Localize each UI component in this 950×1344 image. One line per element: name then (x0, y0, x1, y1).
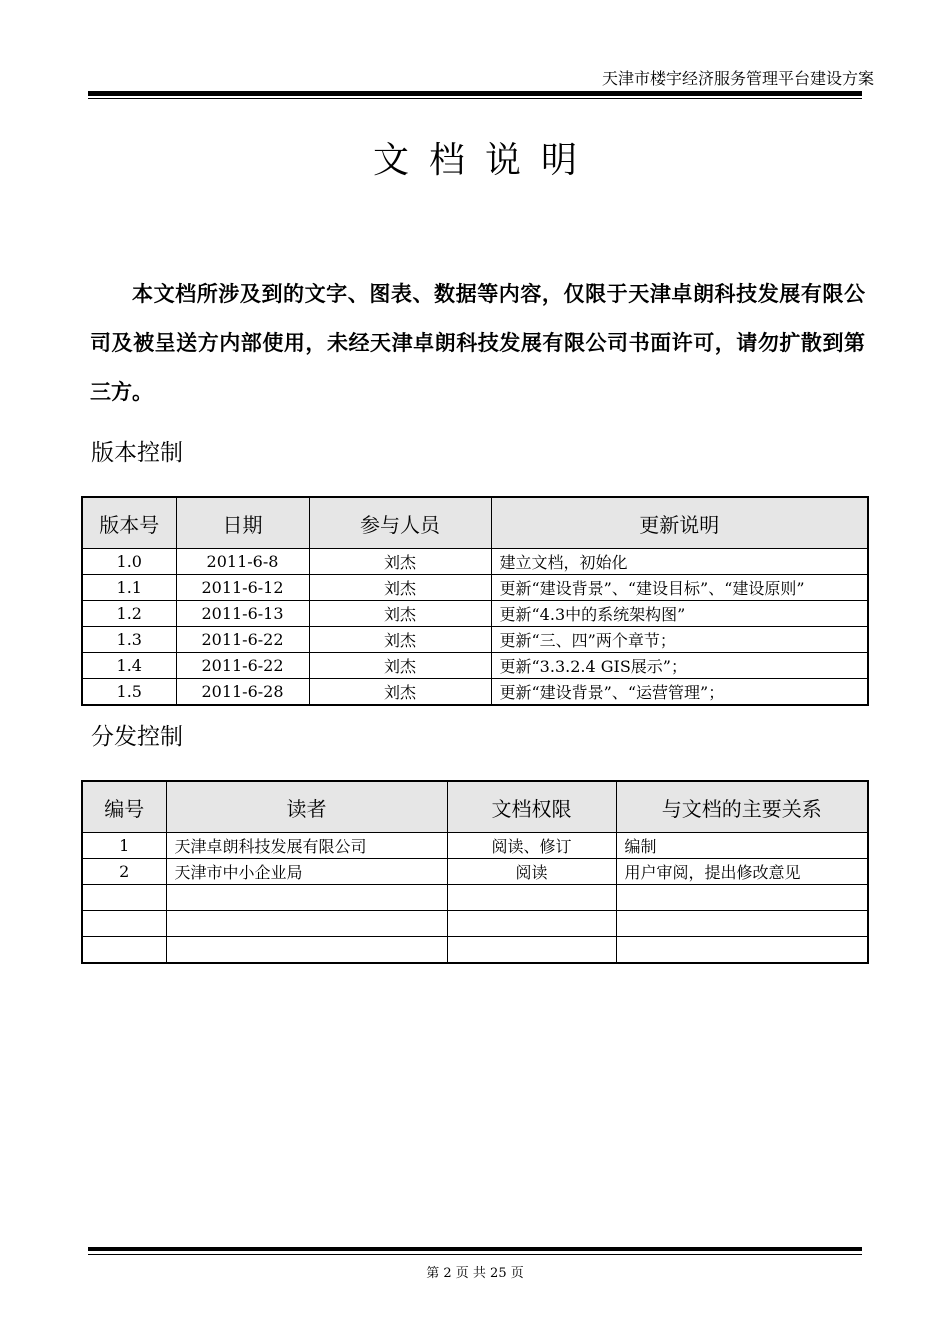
reader-cell: 天津卓朗科技发展有限公司 (166, 833, 447, 859)
table-row (82, 679, 868, 706)
permission-cell (447, 911, 616, 937)
column-header: 文档权限 (447, 781, 616, 833)
version-control-table (81, 496, 869, 706)
table-row (82, 885, 868, 911)
footer-rule-thin (88, 1254, 862, 1255)
table-row (82, 911, 868, 937)
page-title: 文档说明 (372, 140, 597, 181)
page-number: 第 2 页 共 25 页 (426, 1266, 524, 1281)
header-rule-thin (88, 98, 862, 99)
table-header-row (82, 781, 868, 833)
column-header: 读者 (166, 781, 447, 833)
reader-cell (166, 885, 447, 911)
note-cell: 更新“建设背景”、“运营管理”； (491, 679, 868, 706)
distribution-control-heading: 分发控制 (91, 724, 183, 750)
table-row (82, 833, 868, 859)
note-cell: 更新“4.3中的系统架构图” (491, 601, 868, 627)
date-cell: 2011-6-8 (176, 549, 309, 575)
version-cell: 1.2 (82, 601, 176, 627)
version-cell: 1.1 (82, 575, 176, 601)
permission-cell: 阅读 (447, 859, 616, 885)
note-cell: 更新“3.3.2.4 GIS展示”； (491, 653, 868, 679)
person-cell: 刘杰 (309, 627, 491, 653)
reader-cell: 天津市中小企业局 (166, 859, 447, 885)
distribution-control-table (81, 780, 869, 964)
person-cell: 刘杰 (309, 549, 491, 575)
version-cell: 1.5 (82, 679, 176, 706)
table-row (82, 627, 868, 653)
date-cell: 2011-6-22 (176, 653, 309, 679)
column-header: 版本号 (82, 497, 176, 549)
date-cell: 2011-6-22 (176, 627, 309, 653)
table-row (82, 937, 868, 964)
running-header: 天津市楼宇经济服务管理平台建设方案 (601, 69, 874, 88)
relation-cell (616, 911, 868, 937)
number-cell: 1 (82, 833, 166, 859)
note-cell: 更新“建设背景”、“建设目标”、“建设原则” (491, 575, 868, 601)
note-cell: 更新“三、四”两个章节； (491, 627, 868, 653)
column-header: 与文档的主要关系 (616, 781, 868, 833)
reader-cell (166, 911, 447, 937)
version-cell: 1.0 (82, 549, 176, 575)
header-rule (88, 91, 862, 96)
table-row (82, 859, 868, 885)
permission-cell (447, 937, 616, 964)
table-row (82, 549, 868, 575)
note-cell: 建立文档，初始化 (491, 549, 868, 575)
version-control-heading: 版本控制 (91, 440, 183, 466)
number-cell (82, 885, 166, 911)
date-cell: 2011-6-13 (176, 601, 309, 627)
reader-cell (166, 937, 447, 964)
person-cell: 刘杰 (309, 653, 491, 679)
confidentiality-notice: 本文档所涉及到的文字、图表、数据等内容，仅限于天津卓朗科技发展有限公司及被呈送方内部使用，未经天津卓朗科技发展有限公司书面许可，请勿扩散到第三方。 (90, 282, 865, 404)
permission-cell (447, 885, 616, 911)
relation-cell (616, 885, 868, 911)
relation-cell: 编制 (616, 833, 868, 859)
person-cell: 刘杰 (309, 679, 491, 706)
number-cell (82, 937, 166, 964)
table-row (82, 601, 868, 627)
version-cell: 1.3 (82, 627, 176, 653)
footer-rule (88, 1247, 862, 1251)
number-cell: 2 (82, 859, 166, 885)
date-cell: 2011-6-28 (176, 679, 309, 706)
date-cell: 2011-6-12 (176, 575, 309, 601)
column-header: 编号 (82, 781, 166, 833)
table-row (82, 575, 868, 601)
relation-cell: 用户审阅，提出修改意见 (616, 859, 868, 885)
version-cell: 1.4 (82, 653, 176, 679)
permission-cell: 阅读、修订 (447, 833, 616, 859)
relation-cell (616, 937, 868, 964)
column-header: 参与人员 (309, 497, 491, 549)
table-row (82, 653, 868, 679)
number-cell (82, 911, 166, 937)
person-cell: 刘杰 (309, 575, 491, 601)
person-cell: 刘杰 (309, 601, 491, 627)
table-header-row (82, 497, 868, 549)
column-header: 日期 (176, 497, 309, 549)
column-header: 更新说明 (491, 497, 868, 549)
